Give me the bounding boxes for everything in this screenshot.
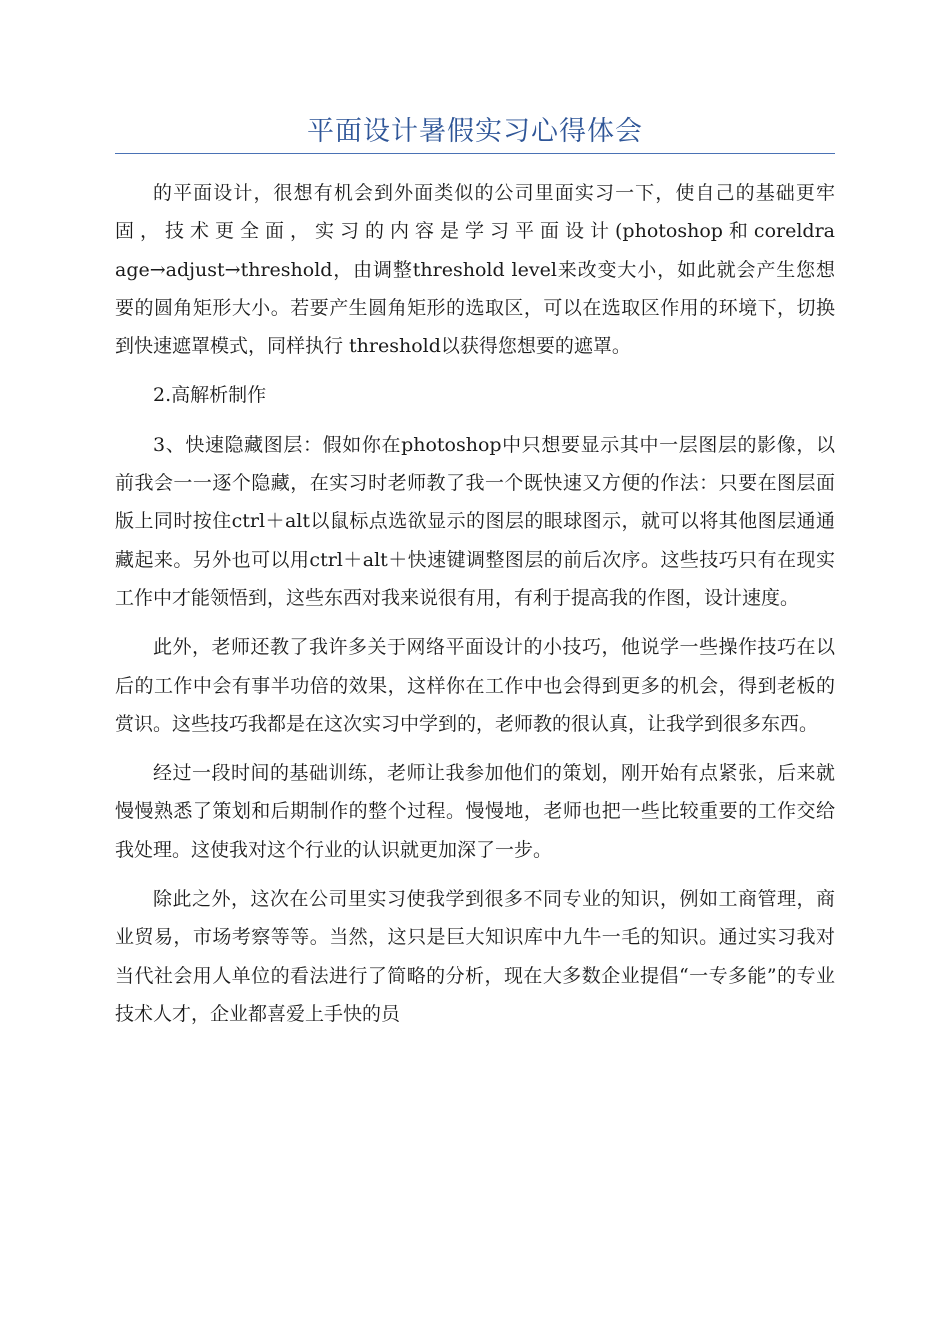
title-underline	[115, 153, 835, 154]
page-title: 平面设计暑假实习心得体会	[307, 116, 643, 147]
paragraph-other-knowledge: 除此之外，这次在公司里实习使我学到很多不同专业的知识，例如工商管理，商业贸易，市场考察等等。当然，这只是巨大知识库中九牛一毛的知识。通过实习我对当代社会用人单位的看法进行了简略的分析，现在大多数企业提倡“一专多能”的专业技术人才，企业都喜爱上手快的员	[115, 888, 835, 1025]
paragraph-tip-3: 3、快速隐藏图层：假如你在photoshop中只想要显示其中一层图层的影像，以前我会一一逐个隐藏，在实习时老师教了我一个既快速又方便的作法：只要在图层面版上同时按住ctrl＋alt以鼠标点选欲显示的图层的眼球图示，就可以将其他图层通通藏起来。另外也可以用ctrl＋alt＋快速键调整图层的前后次序。这些技巧只有在现实工作中才能领悟到，这些东西对我来说很有用，有利于提高我的作图，设计速度。	[115, 433, 835, 609]
paragraph-training: 经过一段时间的基础训练，老师让我参加他们的策划，刚开始有点紧张，后来就慢慢熟悉了策划和后期制作的整个过程。慢慢地，老师也把一些比较重要的工作交给我处理。这使我对这个行业的认识就更加深了一步。	[115, 762, 835, 861]
document-body	[115, 174, 835, 1044]
paragraph-teacher-tips: 此外，老师还教了我许多关于网络平面设计的小技巧，他说学一些操作技巧在以后的工作中会有事半功倍的效果，这样你在工作中也会得到更多的机会，得到老板的赏识。这些技巧我都是在这次实习中学到的，老师教的很认真，让我学到很多东西。	[115, 636, 835, 735]
paragraph-intro: 的平面设计，很想有机会到外面类似的公司里面实习一下，使自己的基础更牢固，技术更全面，实习的内容是学习平面设计(photoshop和coreldra age→adjust→threshold，由调整threshold level来改变大小，如此就会产生您想要的圆角矩形大小。若要产生圆角矩形的选取区，可以在选取区作用的环境下，切换到快速遮罩模式，同样执行 threshold以获得您想要的遮罩。	[115, 182, 835, 358]
paragraph-heading-2: 2.高解析制作	[153, 384, 267, 407]
